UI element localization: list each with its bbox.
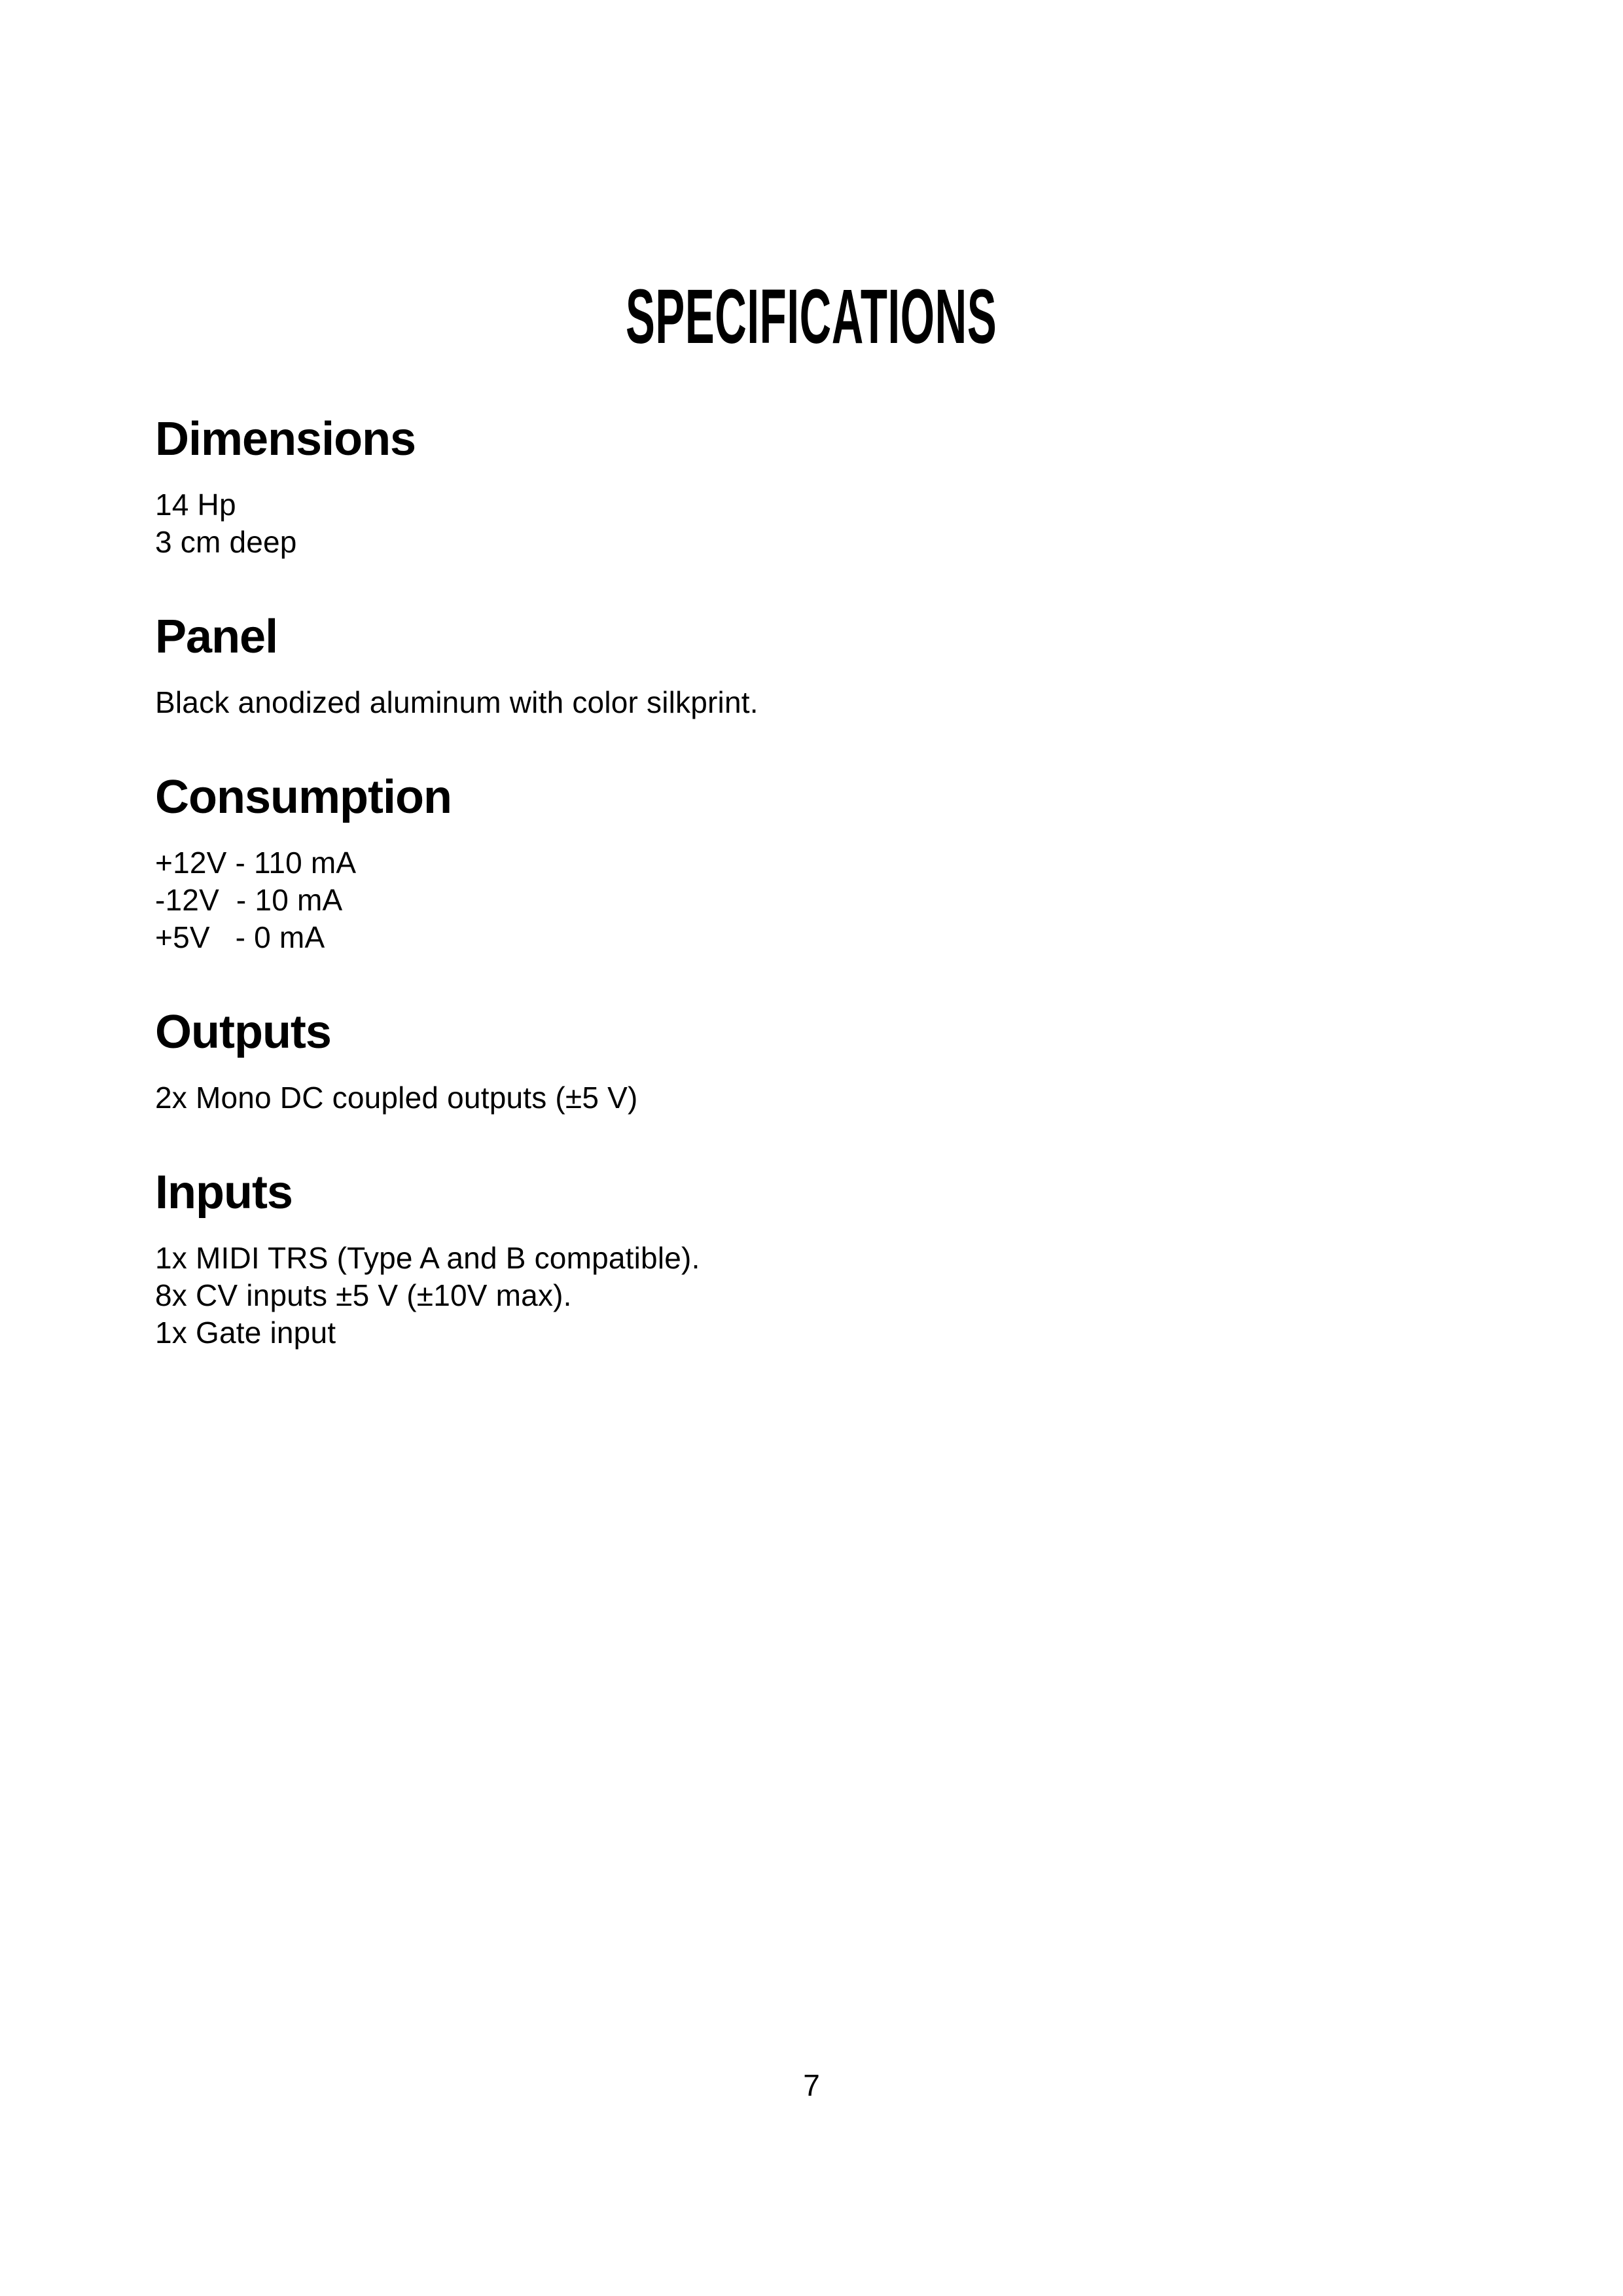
spec-line: 1x Gate input <box>155 1316 336 1350</box>
section-heading: Consumption <box>155 771 452 823</box>
section-panel <box>155 613 1468 721</box>
section-dimensions <box>155 413 1468 561</box>
section-inputs <box>155 1166 1468 1352</box>
spec-line: +12V - 110 mA <box>155 846 357 880</box>
section-consumption <box>155 771 1468 956</box>
section-heading: Dimensions <box>155 413 416 465</box>
section-heading: Panel <box>155 611 278 663</box>
spec-line: Black anodized aluminum with color silkprint. <box>155 685 758 719</box>
spec-line: 8x CV inputs ±5 V (±10V max). <box>155 1278 572 1312</box>
title-container <box>0 274 1623 360</box>
specifications-content <box>155 413 1468 1352</box>
spec-line: 3 cm deep <box>155 525 297 559</box>
section-heading: Outputs <box>155 1006 331 1058</box>
spec-line: 2x Mono DC coupled outputs (±5 V) <box>155 1081 638 1115</box>
section-heading: Inputs <box>155 1166 293 1219</box>
spec-line: +5V - 0 mA <box>155 920 325 954</box>
spec-line: 14 Hp <box>155 488 236 522</box>
spec-line: -12V - 10 mA <box>155 883 343 917</box>
page-title: SPECIFICATIONS <box>626 274 997 360</box>
section-outputs <box>155 1006 1468 1117</box>
spec-line: 1x MIDI TRS (Type A and B compatible). <box>155 1241 700 1275</box>
page-number: 7 <box>803 2068 820 2102</box>
